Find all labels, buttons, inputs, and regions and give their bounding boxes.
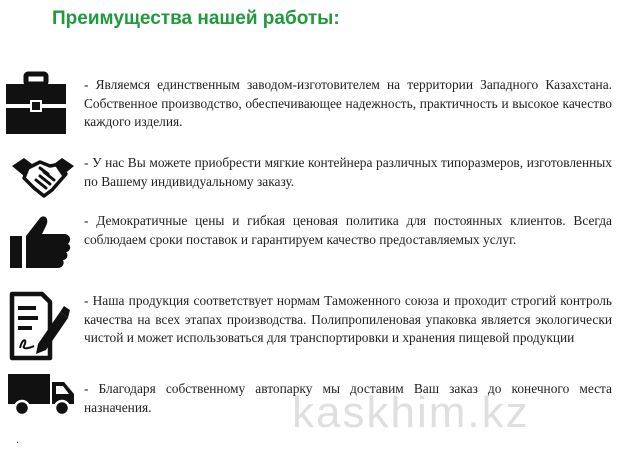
advantage-text-5: - Благодаря собственному автопарку мы доставим Ваш заказ до конечного места назначения. <box>84 381 612 415</box>
delivery-truck-icon <box>6 372 76 418</box>
site-watermark: kaskhim.kz <box>292 388 530 437</box>
document-pen-icon <box>8 288 70 362</box>
briefcase-icon <box>4 70 68 136</box>
footnote-dot: . <box>16 432 19 446</box>
advantage-text-4: - Наша продукция соответствует нормам Таможенного союза и проходит строгий контроль качества на всех этапах производства. Полипропиленовая упаковка является экологически чистой и может использоваться для транспортировки и хранения пищевой продукции <box>84 293 612 346</box>
advantage-text-3: - Демократичные цены и гибкая ценовая политика для постоянных клиентов. Всегда соблюдаем сроки поставок и гарантируем качество предоставляемых услуг. <box>84 213 612 247</box>
advantage-text-2: - У нас Вы можете приобрести мягкие контейнера различных типоразмеров, изготовленных по Вашему индивидуальному заказу. <box>84 155 612 189</box>
advantage-text-1: - Являемся единственным заводом-изготовителем на территории Западного Казахстана. Собственное производство, обеспечивающее надежность, практичность и высокое качество каждого изделия. <box>84 77 612 130</box>
handshake-icon <box>10 154 76 200</box>
page-title: Преимущества нашей работы: <box>52 8 340 29</box>
thumbs-up-icon <box>6 214 72 270</box>
